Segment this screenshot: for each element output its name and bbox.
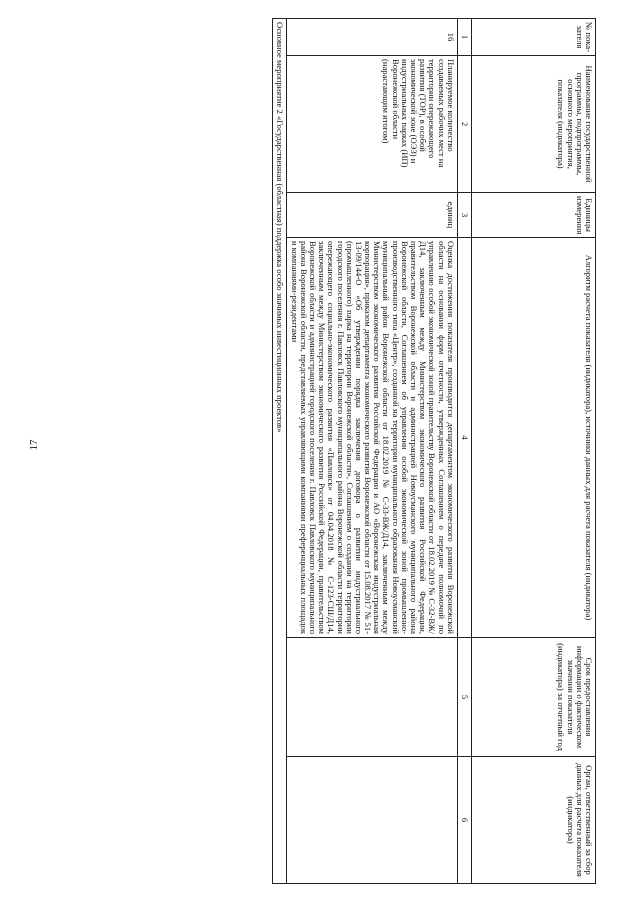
- header-cell-unit: Единицы измерения: [472, 193, 596, 238]
- indicator-table: [272, 18, 596, 884]
- header-cell-algorithm: Алгоритм расчета показателя (индикатора), источники данных для расчета показателя (индикатора): [472, 238, 596, 638]
- header-cell-deadline: Срок предоставления информации о фактическом значении показателя (индикатора) за отчетный год: [472, 638, 596, 757]
- indicator-algorithm: Оценка достижения показателя производится департаментом экономического развития Воронежской области на основании форм отчетности, утвержденных Соглашением о передаче полномочий по управлению особой экономической зоной правительству Воронежской области от 18.02.2019 № С-32-ВЖ/Д14, заключенным между Министерством экономического развития Российской Федерации, правительством Воронежской области и администрацией Новоусманского муниципального района Воронежской области, Соглашением об управлении особой экономической зоной промышленно-производственного типа «Центр», созданной на территории муниципального образования Новоусманский муниципальный район Воронежской области от 18.02.2019 № С-33-ВЖ/Д14, заключенным между Министерством экономического развития Российской Федерации и АО «Воронежская индустриальная корпорация», приказом департамента экономического развития Воронежской области от 15.08.2017 № 51-13-09/144-О «Об утверждении порядка заключения договора о развитии индустриального (промышленного) парка на территории Воронежской области», Соглашением о создании на территории городского поселения г. Павловск Павловского муниципального района Воронежской области территории опережающего социально-экономического развития «Павловск» от 04.04.2018 № С-123-СШ/Д14, заключенным между Министерством экономического развития Российской Федерации, правительством Воронежской области и администрацией городского поселения г. Павловск Павловского муниципального района Воронежской области, представляемых управляющими компаниями преференциальных площадок и компаниями-резидентами: [287, 238, 457, 638]
- column-number: 3: [457, 193, 471, 238]
- indicator-responsible: [287, 757, 457, 884]
- header-cell-responsible: Орган, ответственный за сбор данных для расчета показателя (индикатора): [472, 757, 596, 884]
- header-cell-number: № пока-зателя: [472, 19, 596, 56]
- rotated-page-content: [58, 18, 596, 883]
- section-row: [273, 19, 287, 884]
- indicator-name: Планируемое количество создаваемых рабочих мест на территории опережающего развития (ТОР), в особой экономической зоне (ОЭЗ) и индустриальных парках (ИП) Воронежской области (нарастающим итогом): [287, 56, 457, 193]
- column-number-row: [457, 19, 471, 884]
- column-number: 4: [457, 238, 471, 638]
- header-cell-name: Наименование государственной программы, подпрограммы, основного мероприятия, показателя (индикатора): [472, 56, 596, 193]
- column-number: 6: [457, 757, 471, 884]
- row-number: 16: [287, 19, 457, 56]
- column-number: 1: [457, 19, 471, 56]
- column-number: 5: [457, 638, 471, 757]
- page-number: 17: [28, 439, 40, 451]
- table-header-row: [472, 19, 596, 884]
- column-number: 2: [457, 56, 471, 193]
- main-activity-title: Основное мероприятие 2 «Государственная (областная) поддержка особо значимых инвестиционных проектов»: [273, 19, 287, 884]
- indicator-deadline: [287, 638, 457, 757]
- indicator-unit: единиц: [287, 193, 457, 238]
- table-row: [287, 19, 457, 884]
